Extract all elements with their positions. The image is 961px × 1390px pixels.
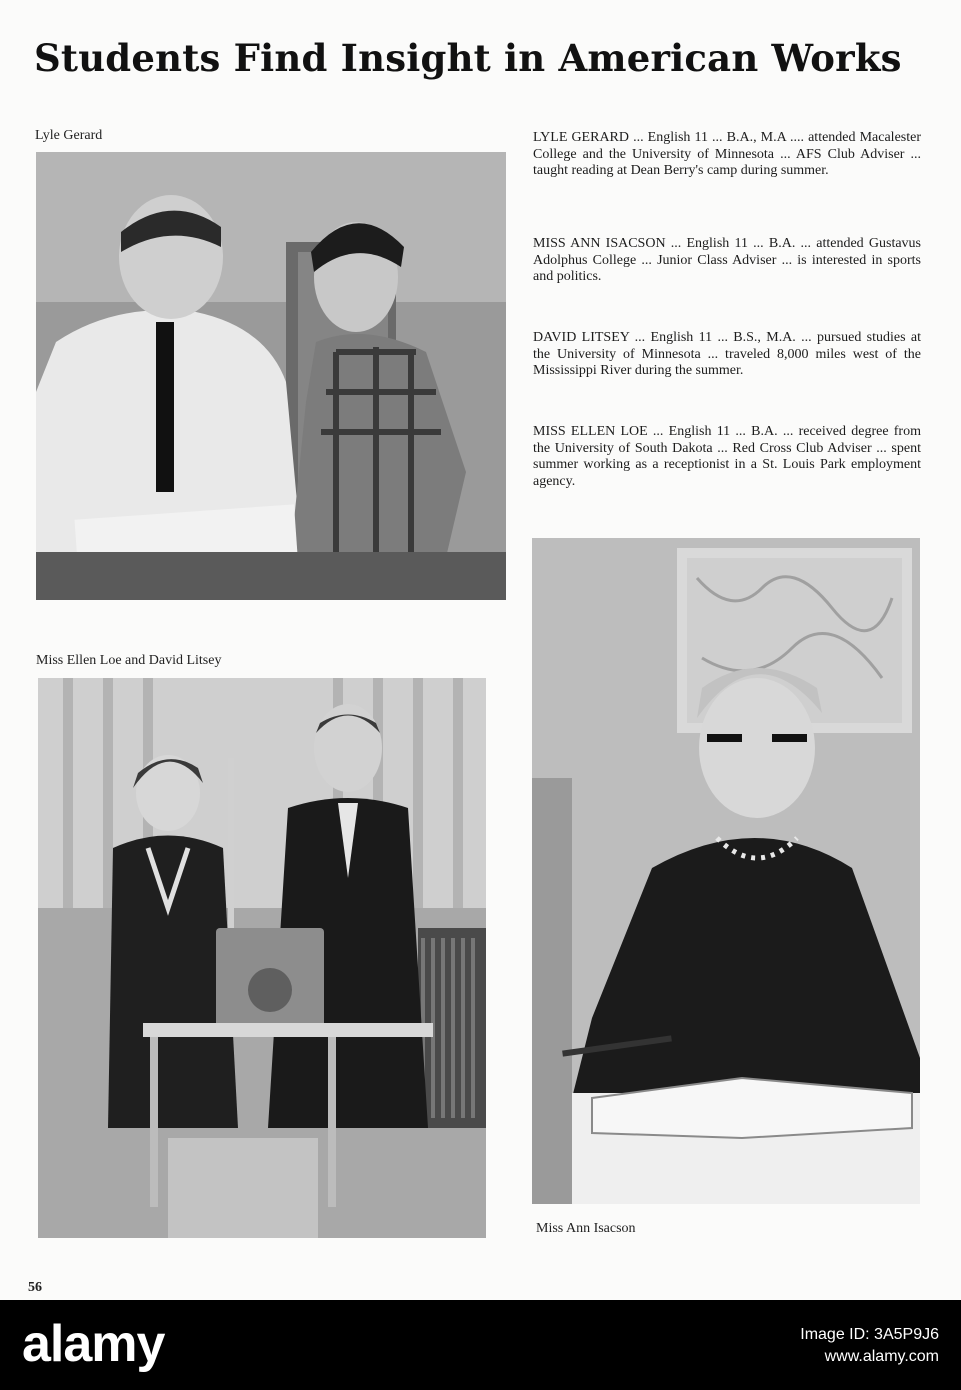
- page-title: Students Find Insight in American Works: [34, 36, 902, 80]
- bio-lyle-gerard: LYLE GERARD ... English 11 ... B.A., M.A .... attended Macalester College and the University of Minnesota ... AFS Club Adviser ... taught reading at Dean Berry's camp during summer.: [533, 130, 921, 178]
- photo-lyle-gerard: [36, 152, 506, 600]
- photo-ann-isacson: [532, 538, 920, 1204]
- bio-ann-isacson: MISS ANN ISACSON ... English 11 ... B.A. ... attended Gustavus Adolphus College ... Junior Class Adviser ... is interested in sports and politics.: [533, 236, 921, 284]
- image-id-block: [800, 1324, 939, 1368]
- watermark-footer: [0, 1300, 961, 1390]
- bio-david-litsey: DAVID LITSEY ... English 11 ... B.S., M.A. ... pursued studies at the University of Minnesota ... traveled 8,000 miles west of the Mississippi River during the summer.: [533, 330, 921, 378]
- bio-ellen-loe: MISS ELLEN LOE ... English 11 ... B.A. ... received degree from the University of South Dakota ... Red Cross Club Adviser ... spent summer working as a receptionist in a St. Louis Park employment agency.: [533, 424, 921, 489]
- caption-loe-litsey: Miss Ellen Loe and David Litsey: [36, 653, 222, 668]
- page-number: 56: [28, 1280, 42, 1295]
- site-url: www.alamy.com: [824, 1348, 939, 1365]
- caption-ann-isacson: Miss Ann Isacson: [536, 1221, 636, 1236]
- image-id: Image ID: 3A5P9J6: [800, 1326, 939, 1343]
- photo-ellen-loe-david-litsey: [38, 678, 486, 1238]
- caption-lyle-gerard: Lyle Gerard: [35, 128, 103, 143]
- alamy-logo: alamy: [22, 1315, 165, 1373]
